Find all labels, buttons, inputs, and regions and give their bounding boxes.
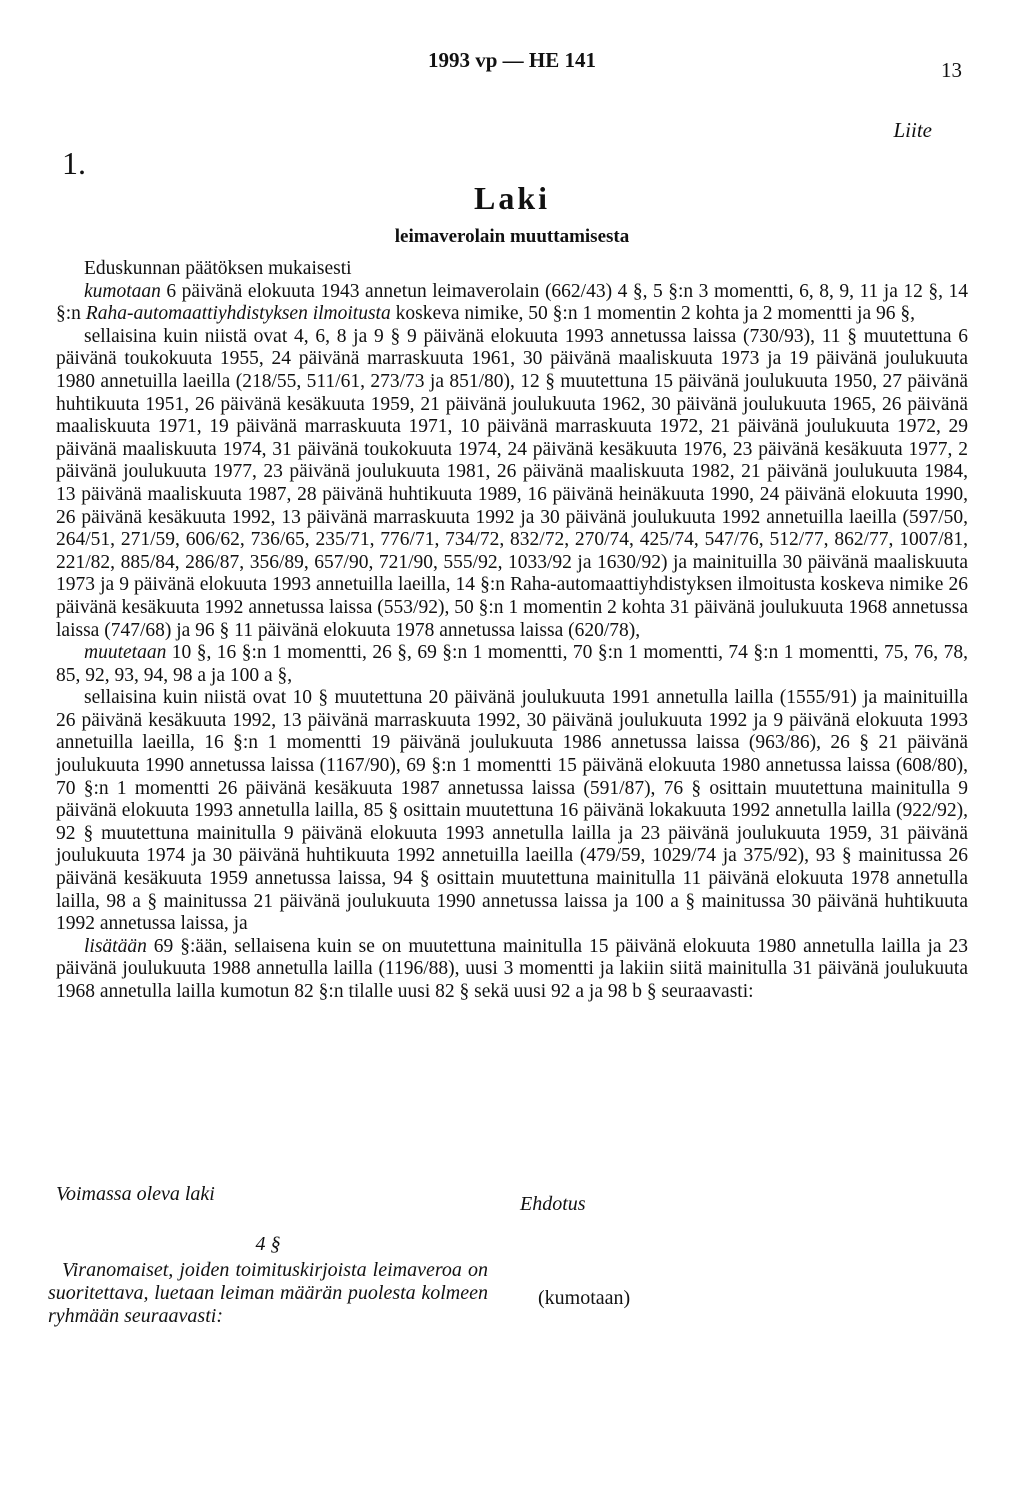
- paragraph-repeal-text-a: 6 päivänä elokuuta 1943 annetun leimaverolain (662/43) 4 §, 5 §:n 3 momentti, 6, 8, 9, 11 ja 12 §, 14 §:n: [56, 280, 968, 325]
- paragraph-add: [56, 936, 968, 1004]
- current-law-heading: Voimassa oleva laki: [56, 1183, 215, 1205]
- paragraph-amend-text: 10 §, 16 §:n 1 momentti, 26 §, 69 §:n 1 momentti, 70 §:n 1 momentti, 74 §:n 1 momentti, 75, 76, 78, 85, 92, 93, 94, 98 a ja 100 a §,: [56, 642, 968, 686]
- paragraph-repeal-italic: Raha-automaattiyhdistyksen ilmoitusta: [85, 303, 391, 325]
- paragraph-repeal-text-b: koskeva nimike, 50 §:n 1 momentin 2 kohta ja 2 momentti ja 96 §,: [390, 303, 915, 325]
- law-number: 1.: [62, 145, 86, 181]
- paragraph-repeal-details: sellaisina kuin niistä ovat 4, 6, 8 ja 9 § 9 päivänä elokuuta 1993 annetussa laissa (730/93), 11 § muutettuna 6 päivänä toukokuuta 1955, 24 päivänä marraskuuta 1961, 30 päivänä maaliskuuta 1973 ja 19 päivänä joulukuuta 1980 annetuilla laeilla (218/55, 511/61, 273/73 ja 851/80), 12 § muutettuna 15 päivänä joulukuuta 1950, 27 päivänä huhtikuuta 1951, 26 päivänä kesäkuuta 1959, 21 päivänä joulukuuta 1962, 30 päivänä joulukuuta 1965, 26 päivänä maaliskuuta 1971, 19 päivänä marraskuuta 1971, 10 päivänä marraskuuta 1972, 21 päivänä joulukuuta 1972, 29 päivänä maaliskuuta 1974, 31 päivänä toukokuuta 1974, 24 päivänä kesäkuuta 1976, 23 päivänä kesäkuuta 1977, 2 päivänä joulukuuta 1977, 23 päivänä joulukuuta 1981, 26 päivänä maaliskuuta 1982, 21 päivänä joulukuuta 1984, 13 päivänä maaliskuuta 1987, 28 päivänä huhtikuuta 1989, 16 päivänä heinäkuuta 1990, 24 päivänä elokuuta 1990, 26 päivänä kesäkuuta 1992, 13 päivänä marraskuuta 1992 ja 30 päivänä joulukuuta 1992 annetuilla laeilla (597/50, 264/51, 271/59, 606/62, 736/65, 235/71, 776/71, 734/72, 832/72, 270/74, 425/74, 547/76, 512/77, 862/77, 1007/81, 221/82, 885/84, 286/87, 356/89, 657/90, 721/90, 555/92, 1033/92 ja 1630/92) ja mainituilla 30 päivänä maaliskuuta 1973 ja 9 päivänä elokuuta 1993 annetuilla laeilla, 14 §:n Raha-automaattiyhdistyksen ilmoitusta koskeva nimike 26 päivänä kesäkuuta 1992 annetussa laissa (553/92), 50 §:n 1 momentin 2 kohta 31 päivänä joulukuuta 1968 annetussa laissa (747/68) ja 96 § 11 päivänä elokuuta 1978 annetussa laissa (620/78),: [56, 325, 968, 641]
- running-header: 1993 vp — HE 141: [427, 48, 597, 72]
- appendix-label: Liite: [893, 118, 932, 142]
- paragraph-repeal: [56, 281, 968, 326]
- keyword-amend: muutetaan: [84, 642, 167, 664]
- paragraph-add-text: 69 §:ään, sellaisena kuin se on muutettuna mainitulla 15 päivänä elokuuta 1980 annetulla lailla ja 23 päivänä joulukuuta 1988 annetulla lailla (1196/88), uusi 3 momentti ja lakiin siitä mainitulla 31 päivänä joulukuuta 1968 annetulla lailla kumotun 82 §:n tilalle uusi 82 § sekä uusi 92 a ja 98 b § seuraavasti:: [56, 935, 968, 1002]
- law-body: [56, 258, 968, 1004]
- paragraph-amend: [56, 642, 968, 687]
- current-law-text: Viranomaiset, joiden toimituskirjoista leimaveroa on suoritettava, luetaan leiman määrän puolesta kolmeen ryhmään seuraavasti:: [48, 1259, 488, 1327]
- law-title: Laki: [473, 180, 551, 216]
- page-number: 13: [941, 58, 962, 82]
- proposal-heading: Ehdotus: [520, 1193, 586, 1215]
- keyword-repeal: kumotaan: [84, 280, 161, 302]
- paragraph-amend-details: sellaisina kuin niistä ovat 10 § muutettuna 20 päivänä joulukuuta 1991 annetulla lailla (1555/91) ja mainituilla 26 päivänä kesäkuuta 1992, 13 päivänä marraskuuta 1992, 30 päivänä joulukuuta 1992 ja 9 päivänä elokuuta 1993 annetuilla laeilla, 16 §:n 1 momentti 19 päivänä joulukuuta 1986 annetussa laissa (963/86), 26 § 21 päivänä joulukuuta 1990 annetussa laissa (1167/90), 69 §:n 1 momentti 15 päivänä elokuuta 1980 annetussa laissa (608/80), 70 §:n 1 momentti 26 päivänä kesäkuuta 1987 annetussa laissa (591/87), 76 § osittain muutettuna mainitulla 9 päivänä elokuuta 1993 annetulla lailla, 85 § osittain muutettuna 16 päivänä lokakuuta 1992 annetulla lailla (922/92), 92 § muutettuna mainitulla 9 päivänä elokuuta 1993 annetulla lailla ja 23 päivänä joulukuuta 1959, 31 päivänä joulukuuta 1974 ja 30 päivänä huhtikuuta 1992 annetuilla laeilla (479/59, 1029/74 ja 375/92), 93 § mainitussa 26 päivänä kesäkuuta 1959 annetussa laissa, 94 § osittain muutettuna mainitulla 11 päivänä elokuuta 1978 annetulla lailla, 98 a § mainitussa 21 päivänä joulukuuta 1990 annetussa laissa ja 100 a § mainitussa 30 päivänä huhtikuuta 1992 annetussa laissa, ja: [56, 687, 968, 935]
- section-heading: 4 §: [255, 1233, 281, 1255]
- proposal-text: (kumotaan): [538, 1287, 631, 1309]
- law-subtitle: leimaverolain muuttamisesta: [394, 226, 630, 247]
- enacting-clause: Eduskunnan päätöksen mukaisesti: [84, 258, 352, 279]
- keyword-add: lisätään: [84, 935, 147, 957]
